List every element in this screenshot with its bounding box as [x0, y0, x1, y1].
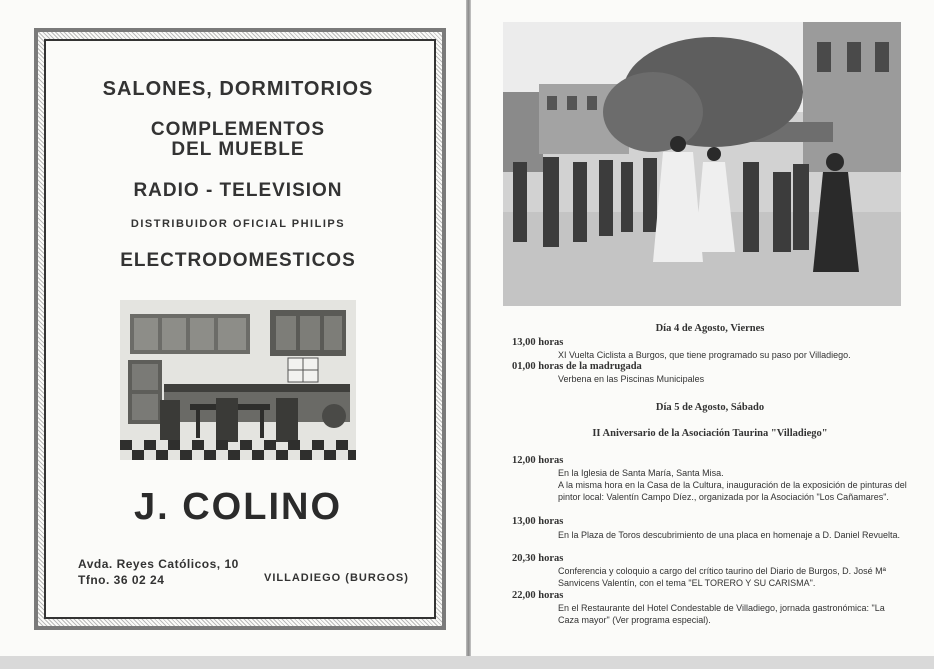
ad-town: VILLADIEGO (BURGOS): [264, 572, 409, 584]
ad-line-salones: SALONES, DORMITORIOS: [102, 78, 374, 100]
ad-line-complementos-1: COMPLEMENTOS: [150, 119, 326, 140]
event-text: A la misma hora en la Casa de la Cultura, inauguración de la exposición de pinturas del pintor local: Valentín Campo Díez., organizada por la Asociación "Los Cañamares".: [558, 480, 907, 502]
event-text: En el Restaurante del Hotel Condestable de Villadiego, jornada gastronómica: "La Caza mayor" (Ver programa especial).: [558, 603, 885, 625]
day-5-title: Día 5 de Agosto, Sábado: [655, 402, 765, 413]
event-text: Verbena en las Piscinas Municipales: [558, 374, 705, 384]
day-4-title: Día 4 de Agosto, Viernes: [655, 323, 765, 334]
event-text: En la Iglesia de Santa María, Santa Misa.: [558, 468, 724, 478]
event-hour: 01,00 horas de la madrugada: [512, 361, 642, 372]
event-hour: 12,00 horas: [512, 455, 564, 466]
day-5-subtitle: II Aniversario de la Asociación Taurina "Villadiego": [592, 428, 828, 439]
ad-contact: [78, 556, 239, 588]
ad-line-complementos-2: DEL MUEBLE: [171, 139, 305, 160]
ad-line-electrodomesticos: ELECTRODOMESTICOS: [120, 250, 356, 271]
ad-line-radio-tv: RADIO - TELEVISION: [133, 180, 343, 201]
ad-address: Avda. Reyes Católicos, 10: [78, 557, 239, 571]
festival-dance-photo: [503, 22, 901, 306]
event-hour: 22,00 horas: [512, 590, 564, 601]
book-gutter: [466, 0, 471, 669]
event-hour: 13,00 horas: [512, 337, 564, 348]
page-bottom-edge: [0, 656, 934, 669]
ad-phone: Tfno. 36 02 24: [78, 573, 165, 587]
event-text: XI Vuelta Ciclista a Burgos, que tiene programado su paso por Villadiego.: [558, 350, 851, 360]
event-text: En la Plaza de Toros descubrimiento de una placa en homenaje a D. Daniel Revuelta.: [558, 530, 901, 540]
event-hour: 13,00 horas: [512, 516, 564, 527]
event-hour: 20,30 horas: [512, 553, 564, 564]
ad-line-complementos: [44, 120, 432, 160]
ad-brand-name: J. COLINO: [133, 486, 343, 528]
ad-line-philips: DISTRIBUIDOR OFICIAL PHILIPS: [130, 218, 346, 230]
kitchen-photo: [120, 300, 356, 460]
event-text: Conferencia y coloquio a cargo del crítico taurino del Diario de Burgos, D. José Mª Sanvicens Valentín, con el tema "EL TORERO Y SU CARISMA".: [558, 566, 886, 588]
